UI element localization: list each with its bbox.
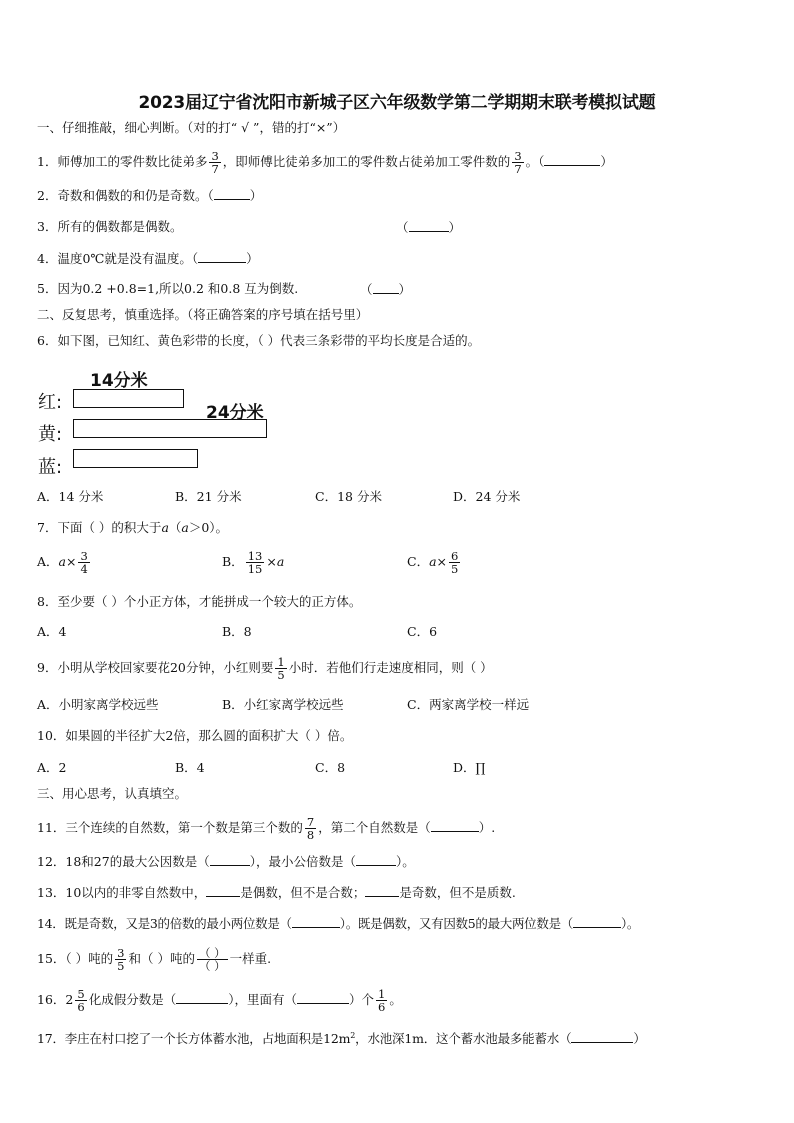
q4-text-a: 4．温度0℃就是没有温度。（ — [37, 251, 199, 266]
q7-var-1: a — [161, 520, 169, 535]
q7-c-fraction — [449, 550, 460, 575]
q15-text-b: 和（ ）吨的 — [128, 951, 195, 967]
question-4 — [37, 252, 259, 266]
q17-text-a: 17．李庄在村口挖了一个长方体蓄水池，占地面积是12m — [37, 1031, 351, 1047]
q7-a-times: × — [65, 554, 77, 570]
q15-numerator-blank[interactable]: （ ） — [198, 946, 226, 960]
q9-denominator: 5 — [277, 668, 285, 683]
q15-text-a: 15．（ ）吨的 — [37, 951, 114, 967]
blue-ribbon — [73, 449, 198, 468]
q11-numerator: 7 — [306, 815, 315, 829]
q11-text-b: ，第二个自然数是（ — [318, 820, 431, 836]
red-label: 红: — [38, 392, 63, 413]
question-8: 8．至少要（ ）个小正方体，才能拼成一个较大的正方体。 — [37, 594, 362, 609]
q12-answer-blank-2[interactable] — [356, 855, 396, 866]
q7-c-numerator: 6 — [451, 549, 459, 563]
q7-option-b[interactable] — [222, 550, 284, 575]
q10-option-c[interactable]: C．8 — [315, 760, 346, 775]
question-13 — [37, 886, 516, 900]
q3-answer — [396, 221, 461, 235]
question-14 — [37, 917, 639, 931]
q13-text-a: 13．10以内的非零自然数中， — [37, 885, 207, 900]
yellow-length-label: 24分米 — [206, 403, 264, 423]
q5-answer — [360, 283, 411, 297]
q7-option-a[interactable] — [37, 550, 92, 575]
q9-text-a: 9．小明从学校回家要花20分钟，小红则要 — [37, 660, 274, 676]
q1-text-a: 1．师傅加工的零件数比徒弟多 — [37, 154, 208, 170]
q5-text-c: ） — [398, 282, 412, 297]
q9-fraction — [275, 656, 286, 681]
q16-fraction-2 — [376, 988, 387, 1013]
question-10: 10．如果圆的半径扩大2倍，那么圆的面积扩大（ ）倍。 — [37, 728, 353, 743]
q7-a-denominator: 4 — [80, 562, 88, 577]
q1-f1-numerator: 3 — [211, 149, 219, 163]
yellow-ribbon — [73, 419, 267, 438]
q1-text-b: ，即师傅比徒弟多加工的零件数占徒弟加工零件数的 — [222, 154, 511, 170]
q6-option-a[interactable]: A．14 分米 — [37, 489, 104, 504]
q7-text-c: ＞0）。 — [188, 520, 229, 535]
q13-answer-blank-1[interactable] — [206, 886, 240, 897]
q9-option-c[interactable]: C．两家离学校一样远 — [407, 697, 530, 712]
q15-fraction-2 — [197, 947, 228, 972]
section-3-heading: 三、用心思考，认真填空。 — [37, 786, 188, 801]
q1-answer-blank[interactable] — [544, 155, 600, 166]
q3-text-b: （ — [396, 220, 409, 235]
q8-option-b[interactable]: B．8 — [222, 624, 252, 639]
q7-c-denominator: 5 — [451, 562, 459, 577]
q16-numerator-2: 1 — [377, 987, 386, 1001]
q7-b-var: a — [276, 554, 285, 570]
q7-a-numerator: 3 — [80, 549, 88, 563]
q11-text-c: ）. — [478, 820, 496, 836]
q17-superscript: 2 — [350, 1031, 356, 1040]
q14-answer-blank-1[interactable] — [292, 917, 340, 928]
q7-c-var: a — [429, 554, 437, 570]
q7-a-var: a — [58, 554, 66, 570]
q6-option-c[interactable]: C．18 分米 — [315, 489, 382, 504]
q1-text-d: ） — [600, 154, 613, 170]
q12-answer-blank-1[interactable] — [210, 855, 250, 866]
q7-a-prefix: A． — [37, 554, 59, 570]
q5-text-b: （ — [360, 282, 373, 297]
q8-option-a[interactable]: A．4 — [37, 624, 67, 639]
q17-text-c: ） — [633, 1031, 646, 1047]
q16-numerator: 5 — [77, 987, 85, 1001]
q1-f1-denominator: 7 — [211, 162, 219, 177]
q1-f2-denominator: 7 — [514, 162, 522, 177]
q4-answer-blank[interactable] — [198, 252, 246, 263]
q7-var-2: a — [181, 520, 189, 535]
q2-answer-blank[interactable] — [214, 189, 250, 200]
q8-option-c[interactable]: C．6 — [407, 624, 438, 639]
q3-text-c: ） — [448, 220, 462, 235]
yellow-label: 黄: — [38, 424, 63, 445]
q16-whole: 2 — [65, 992, 74, 1008]
q16-denominator: 6 — [77, 1000, 85, 1015]
question-9 — [37, 656, 493, 681]
question-2 — [37, 189, 262, 203]
section-1-heading: 一、仔细推敲，细心判断。（对的打“ √ ”，错的打“×”） — [37, 120, 346, 135]
q7-b-fraction — [246, 550, 265, 575]
q11-denominator: 8 — [306, 828, 315, 843]
q10-option-b[interactable]: B．4 — [175, 760, 205, 775]
q11-fraction — [305, 816, 316, 841]
q15-fraction-1 — [115, 947, 126, 972]
q14-text-b: ）。既是偶数，又有因数5的最大两位数是（ — [339, 916, 573, 931]
question-15 — [37, 947, 271, 972]
q7-c-times: × — [436, 554, 448, 570]
q2-text-b: ） — [249, 188, 263, 203]
q3-text-a: 3．所有的偶数都是偶数。 — [37, 219, 183, 234]
question-5 — [37, 283, 298, 296]
question-6: 6．如下图，已知红、黄色彩带的长度，（ ）代表三条彩带的平均长度是合适的。 — [37, 333, 481, 348]
q7-b-prefix: B． — [222, 554, 244, 570]
q11-text-a: 11．三个连续的自然数，第一个数是第三个数的 — [37, 820, 303, 836]
q6-option-b[interactable]: B．21 分米 — [175, 489, 242, 504]
q14-text-a: 14．既是奇数，又是3的倍数的最小两位数是（ — [37, 916, 292, 931]
q16-fraction-1 — [75, 988, 86, 1013]
q15-numerator: 3 — [117, 946, 125, 960]
q11-answer-blank[interactable] — [431, 821, 479, 832]
q10-option-d[interactable]: D．∏ — [453, 760, 486, 775]
red-ribbon — [73, 389, 184, 408]
q16-text-e: ）个 — [348, 992, 374, 1008]
red-length-label: 14分米 — [90, 371, 148, 391]
question-1 — [37, 150, 613, 175]
q9-text-b: 小时．若他们行走速度相同，则（ ） — [288, 660, 493, 676]
q16-text-c: ），里面有（ — [228, 992, 297, 1008]
q7-option-c[interactable] — [407, 550, 462, 575]
q13-text-b: 是偶数，但不是合数； — [240, 885, 366, 900]
q16-text-a: 16． — [37, 992, 66, 1008]
q10-option-a[interactable]: A．2 — [37, 760, 67, 775]
q13-answer-blank-2[interactable] — [365, 886, 399, 897]
question-11 — [37, 816, 495, 841]
q1-text-c: 。（ — [525, 154, 545, 170]
question-17 — [37, 1032, 646, 1046]
question-12 — [37, 855, 415, 869]
q15-text-c: 一样重. — [229, 951, 272, 967]
q17-answer-blank[interactable] — [571, 1032, 633, 1043]
q7-text-b: （ — [168, 520, 182, 535]
q12-text-c: ）。 — [395, 854, 415, 869]
q6-option-d[interactable]: D．24 分米 — [453, 489, 521, 504]
q5-text-a: 5．因为0.2 +0.8=1,所以0.2 和0.8 互为倒数. — [37, 281, 299, 296]
q16-denominator-2: 6 — [377, 1000, 386, 1015]
q15-denominator-blank[interactable]: （ ） — [198, 959, 226, 974]
q16-text-f: 。 — [389, 992, 402, 1008]
q12-text-a: 12．18和27的最大公因数是（ — [37, 854, 210, 869]
q1-fraction-1 — [209, 150, 220, 175]
q12-text-b: ），最小公倍数是（ — [249, 854, 356, 869]
q14-answer-blank-2[interactable] — [573, 917, 621, 928]
blue-label: 蓝: — [38, 457, 63, 478]
question-16 — [37, 988, 402, 1013]
q7-b-times: × — [266, 554, 277, 570]
q5-answer-blank[interactable] — [373, 283, 399, 294]
q9-numerator: 1 — [277, 655, 285, 669]
q16-answer-blank-2[interactable] — [297, 993, 349, 1004]
q2-text-a: 2．奇数和偶数的和仍是奇数。（ — [37, 188, 214, 203]
q1-f2-numerator: 3 — [514, 149, 522, 163]
q15-denominator: 5 — [117, 959, 125, 974]
q3-answer-blank[interactable] — [409, 221, 449, 232]
q7-b-denominator: 15 — [247, 562, 263, 577]
q9-option-b[interactable]: B．小红家离学校远些 — [222, 697, 344, 712]
question-7 — [37, 522, 228, 535]
q4-text-b: ） — [246, 251, 259, 266]
question-3 — [37, 221, 182, 234]
section-2-heading: 二、反复思考，慎重选择。（将正确答案的序号填在括号里） — [37, 307, 369, 322]
q7-c-prefix: C． — [407, 554, 430, 570]
q7-b-numerator: 13 — [247, 549, 263, 563]
q13-text-c: 是奇数，但不是质数. — [399, 885, 516, 900]
q7-text-a: 7．下面（ ）的积大于 — [37, 520, 162, 535]
q17-text-b: ，水池深1m．这个蓄水池最多能蓄水（ — [355, 1031, 572, 1047]
q9-option-a[interactable]: A．小明家离学校远些 — [37, 697, 159, 712]
page-title: 2023届辽宁省沈阳市新城子区六年级数学第二学期期末联考模拟试题 — [138, 93, 656, 113]
q16-answer-blank-1[interactable] — [176, 993, 228, 1004]
q14-text-c: ）。 — [620, 916, 640, 931]
q7-a-fraction — [78, 550, 89, 575]
q1-fraction-2 — [512, 150, 523, 175]
q16-text-b: 化成假分数是（ — [88, 992, 177, 1008]
